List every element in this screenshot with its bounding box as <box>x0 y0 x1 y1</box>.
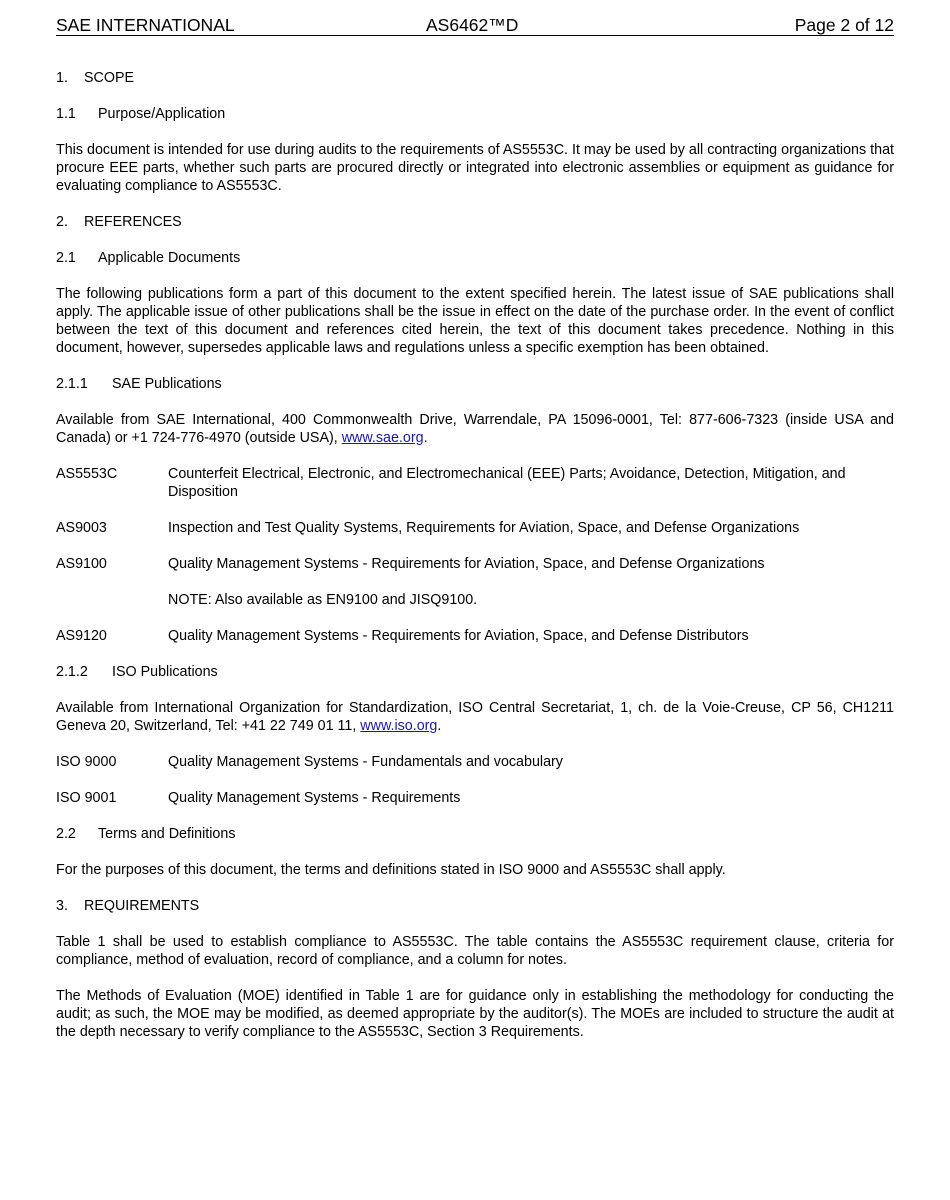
section-title: REFERENCES <box>84 214 182 230</box>
reference-note: NOTE: Also available as EN9100 and JISQ9100. <box>168 592 478 608</box>
section-title: REQUIREMENTS <box>84 898 200 914</box>
reference-entry <box>56 465 894 501</box>
section-number: 3. <box>56 898 68 914</box>
section-title: SAE Publications <box>112 376 222 392</box>
section-title: Purpose/Application <box>98 106 226 122</box>
reference-entry <box>56 627 894 645</box>
punctuation: . <box>437 718 442 734</box>
section-number: 1. <box>56 70 68 86</box>
section-2-1-1-heading <box>56 375 894 393</box>
punctuation: . <box>423 430 428 446</box>
reference-title: Counterfeit Electrical, Electronic, and Electromechanical (EEE) Parts; Avoidance, Detection, Mitigation, and Disposition <box>168 466 846 500</box>
section-title: Terms and Definitions <box>98 826 236 842</box>
reference-title: Quality Management Systems - Requirements <box>168 790 461 806</box>
section-title: SCOPE <box>84 70 135 86</box>
reference-code: AS5553C <box>56 466 118 482</box>
reference-code: ISO 9001 <box>56 790 117 806</box>
section-number: 2.1 <box>56 250 76 266</box>
section-2-2-body: For the purposes of this document, the terms and definitions stated in ISO 9000 and AS5553C shall apply. <box>56 862 726 878</box>
section-1-heading <box>56 69 894 87</box>
iso-website-link[interactable]: www.iso.org <box>360 718 438 734</box>
section-2-1-body: The following publications form a part of this document to the extent specified herein. The latest issue of SAE publications shall apply. The applicable issue of other publications shall be the issue in effect on the date of the purchase order. In the event of conflict between the text of this document and references cited herein, the text of this document takes precedence. Nothing in this document, however, supersedes applicable laws and regulations unless a specific exemption has been obtained. <box>56 286 894 356</box>
section-2-1-2-body <box>56 699 894 735</box>
sae-availability-text: Available from SAE International, 400 Commonwealth Drive, Warrendale, PA 15096-0001, Tel: 877-606-7323 (inside USA and Canada) or +1 724-776-4970 (outside USA), <box>56 412 894 446</box>
reference-code: AS9120 <box>56 628 107 644</box>
section-number: 2.1.2 <box>56 664 88 680</box>
document-page <box>56 0 894 1059</box>
section-1-1-body: This document is intended for use during audits to the requirements of AS5553C. It may be used by all contracting organizations that procure EEE parts, whether such parts are procured directly or integrated into electronic assemblies or equipment as guidance for evaluating compliance to AS5553C. <box>56 142 894 194</box>
page-header <box>56 0 894 36</box>
reference-title: Quality Management Systems - Requirements for Aviation, Space, and Defense Distributors <box>168 628 749 644</box>
section-title: ISO Publications <box>112 664 218 680</box>
section-2-1-2-heading <box>56 663 894 681</box>
section-3-heading <box>56 897 894 915</box>
reference-entry <box>56 753 894 771</box>
sae-website-link[interactable]: www.sae.org <box>341 430 424 446</box>
document-body <box>56 69 894 1041</box>
reference-entry <box>56 555 894 573</box>
iso-availability-text: Available from International Organization for Standardization, ISO Central Secretariat, 1, ch. de la Voie-Creuse, CP 56, CH1211 Geneva 20, Switzerland, Tel: +41 22 749 01 11, <box>56 700 894 734</box>
reference-code: AS9100 <box>56 556 107 572</box>
reference-title: Quality Management Systems - Fundamentals and vocabulary <box>168 754 563 770</box>
reference-code: AS9003 <box>56 520 107 536</box>
section-3-body-2: The Methods of Evaluation (MOE) identified in Table 1 are for guidance only in establishing the methodology for conducting the audit; as such, the MOE may be modified, as deemed appropriate by the auditor(s). The MOEs are included to structure the audit at the depth necessary to verify compliance to the AS5553C, Section 3 Requirements. <box>56 988 894 1040</box>
section-2-1-1-body <box>56 411 894 447</box>
reference-entry <box>56 789 894 807</box>
section-1-1-heading <box>56 105 894 123</box>
section-number: 1.1 <box>56 106 76 122</box>
section-number: 2. <box>56 214 68 230</box>
reference-title: Quality Management Systems - Requirements for Aviation, Space, and Defense Organizations <box>168 556 765 572</box>
section-2-heading <box>56 213 894 231</box>
header-doc-number: AS6462™D <box>426 15 519 35</box>
section-number: 2.1.1 <box>56 376 88 392</box>
header-org: SAE INTERNATIONAL <box>56 15 235 35</box>
section-2-1-heading <box>56 249 894 267</box>
header-page-number: Page 2 of 12 <box>794 15 894 35</box>
reference-code: ISO 9000 <box>56 754 117 770</box>
section-2-2-heading <box>56 825 894 843</box>
reference-title: Inspection and Test Quality Systems, Requirements for Aviation, Space, and Defense Organizations <box>168 520 800 536</box>
section-title: Applicable Documents <box>98 250 241 266</box>
section-number: 2.2 <box>56 826 76 842</box>
section-3-body-1: Table 1 shall be used to establish compliance to AS5553C. The table contains the AS5553C requirement clause, criteria for compliance, method of evaluation, record of compliance, and a column for notes. <box>56 934 894 968</box>
reference-entry <box>56 519 894 537</box>
